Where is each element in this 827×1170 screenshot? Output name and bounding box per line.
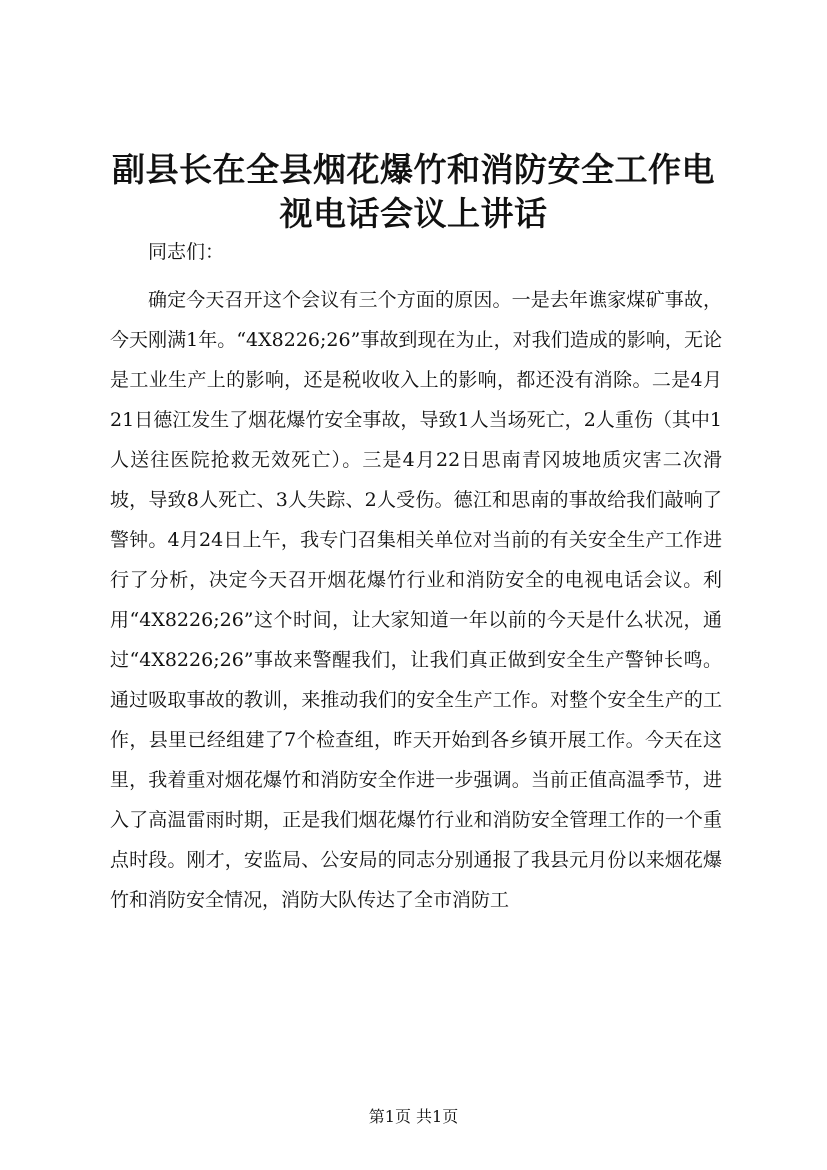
document-title: 副县长在全县烟花爆竹和消防安全工作电视电话会议上讲话 — [112, 150, 715, 233]
page-footer: 第1页 共1页 — [368, 1107, 459, 1126]
body-paragraph: 确定今天召开这个会议有三个方面的原因。一是去年谯家煤矿事故，今天刚满1年。“4X8226;26”事故到现在为止，对我们造成的影响，无论是工业生产上的影响，还是税收收入上的影响，都还没有消除。二是4月21日德江发生了烟花爆竹安全事故，导致1人当场死亡，2人重伤（其中1人送往医院抢救无效死亡）。三是4月22日思南青冈坡地质灾害二次滑坡，导致8人死亡、3人失踪、2人受伤。德江和思南的事故给我们敲响了警钟。4月24日上午，我专门召集相关单位对当前的有关安全生产工作进行了分析，决定今天召开烟花爆竹行业和消防安全的电视电话会议。利用“4X8226;26”这个时间，让大家知道一年以前的今天是什么状况，通过“4X8226;26”事故来警醒我们，让我们真正做到安全生产警钟长鸣。通过吸取事故的教训，来推动我们的安全生产工作。对整个安全生产的工作，县里已经组建了7个检查组，昨天开始到各乡镇开展工作。今天在这里，我着重对烟花爆竹和消防安全作进一步强调。当前正值高温季节，进入了高温雷雨时期，正是我们烟花爆竹行业和消防安全管理工作的一个重点时段。刚才，安监局、公安局的同志分别通报了我县元月份以来烟花爆竹和消防安全情况，消防大队传达了全市消防工 — [110, 289, 722, 911]
document-body — [110, 232, 722, 920]
salutation: 同志们： — [148, 241, 225, 263]
